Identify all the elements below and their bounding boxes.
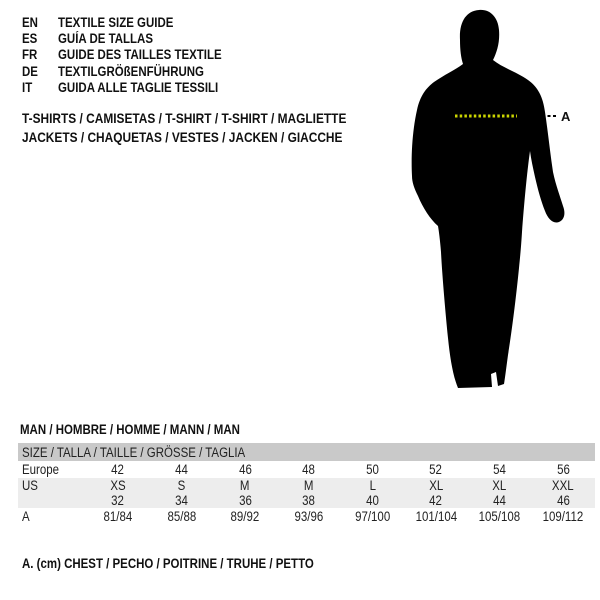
man-silhouette: [412, 10, 565, 388]
size-cell: XXL: [552, 478, 575, 493]
size-cell: 105/108: [478, 509, 521, 524]
size-cell: 38: [302, 493, 316, 508]
size-cell: 46: [238, 462, 252, 477]
size-cell: 56: [556, 462, 570, 477]
table-row-europe: [18, 461, 595, 478]
size-cell: 32: [111, 493, 125, 508]
size-cell: 34: [175, 493, 188, 508]
size-cell: 81/84: [103, 509, 133, 524]
size-cell: 40: [365, 493, 379, 508]
language-label: TEXTILGRÖßENFÜHRUNG: [58, 63, 204, 79]
section-title-man: MAN / HOMBRE / HOMME / MANN / MAN: [20, 422, 240, 437]
language-row-de: [22, 64, 251, 80]
row-label: Europe: [22, 462, 60, 477]
language-legend: [22, 15, 251, 96]
table-row-us-numbers: [18, 493, 595, 508]
table-row-chest-a: [18, 508, 595, 525]
size-table-header: [18, 443, 595, 461]
size-table: [18, 443, 595, 525]
language-label: GUÍA DE TALLAS: [58, 31, 153, 47]
language-code: IT: [22, 79, 33, 95]
size-table-header-label: SIZE / TALLA / TAILLE / GRÖSSE / TAGLIA: [22, 444, 246, 460]
language-code: ES: [22, 31, 38, 47]
language-label: TEXTILE SIZE GUIDE: [58, 15, 174, 30]
language-label: GUIDA ALLE TAGLIE TESSILI: [58, 79, 219, 95]
language-code: EN: [22, 15, 38, 30]
size-cell: 54: [493, 462, 506, 477]
row-label: A: [22, 509, 30, 524]
language-code: DE: [22, 63, 38, 79]
size-cell: M: [303, 478, 314, 493]
size-cell: 52: [429, 462, 443, 477]
language-row-fr: [22, 47, 251, 63]
size-cell: L: [369, 478, 376, 493]
size-cell: 89/92: [230, 509, 260, 524]
size-cell: 46: [556, 493, 570, 508]
language-label: GUIDE DES TAILLES TEXTILE: [58, 47, 222, 63]
size-cell: 48: [302, 462, 316, 477]
man-figure: [390, 0, 600, 400]
table-row-us-letters: [18, 478, 595, 493]
language-row-es: [22, 31, 251, 47]
size-cell: 44: [175, 462, 188, 477]
size-cell: XS: [110, 478, 126, 493]
language-code: FR: [22, 47, 38, 63]
size-cell: 36: [238, 493, 252, 508]
size-cell: 50: [365, 462, 379, 477]
size-cell: XL: [428, 478, 443, 493]
size-cell: 97/100: [354, 509, 390, 524]
row-label: US: [22, 478, 38, 493]
language-row-it: [22, 80, 251, 96]
size-cell: 85/88: [167, 509, 196, 524]
measurement-footnote: A. (cm) CHEST / PECHO / POITRINE / TRUHE / PETTO: [22, 556, 314, 571]
size-cell: 109/112: [542, 509, 584, 524]
size-cell: 42: [429, 493, 443, 508]
size-cell: XL: [492, 478, 507, 493]
measurement-label-a: A: [561, 109, 571, 124]
size-cell: S: [177, 478, 186, 493]
size-cell: 44: [493, 493, 506, 508]
product-categories: [22, 109, 404, 146]
size-cell: 101/104: [415, 509, 457, 524]
product-line-tshirts: T-SHIRTS / CAMISETAS / T-SHIRT / T-SHIRT / MAGLIETTE: [22, 110, 347, 126]
language-row-en: [22, 15, 251, 31]
size-cell: 93/96: [294, 509, 324, 524]
size-cell: M: [240, 478, 250, 493]
size-cell: 42: [111, 462, 125, 477]
product-line-jackets: JACKETS / CHAQUETAS / VESTES / JACKEN / GIACCHE: [22, 128, 343, 145]
